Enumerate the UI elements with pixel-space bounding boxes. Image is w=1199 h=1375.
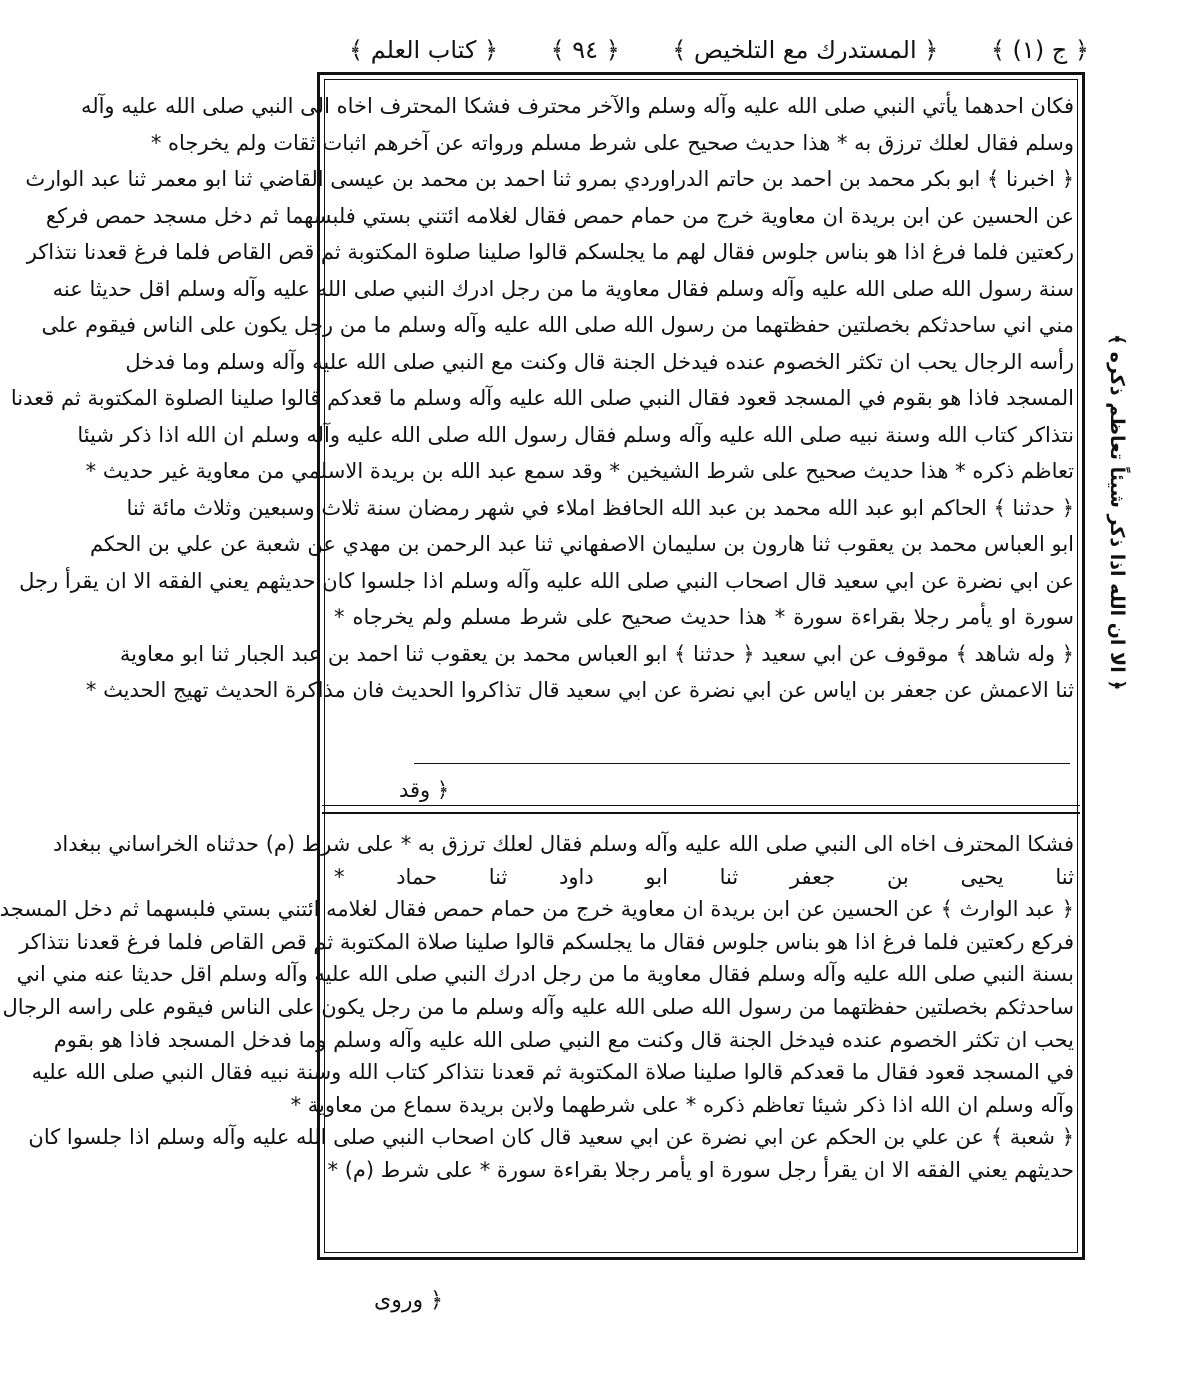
main-line: ﴿ وله شاهد ﴾ موقوف عن ابي سعيد ﴿ حدثنا ﴾ ابو العباس محمد بن يعقوب ثنا احمد بن عبد الجبار ثنا ابو معاوية: [119, 641, 1074, 666]
text-separator: [414, 763, 1070, 764]
main-line: ركعتين فلما فرغ اذا هو بناس جلوس فقال لهم ما يجلسكم قالوا صلينا صلوة المكتوبة ثم قص القاص فلما فرغ قعدنا نتذاكر: [26, 240, 1074, 264]
header-book: ﴿ كتاب العلم ﴾: [349, 36, 499, 64]
running-header: [349, 30, 1089, 70]
footnote-line: فركع ركعتين فلما فرغ اذا هو بناس جلوس فقال ما يجلسكم قالوا صلينا صلاة المكتوبة ثم قص القاص فلما فرغ قعدنا نتذاكر: [19, 929, 1074, 954]
footnote-line: ساحدثكم بخصلتين حفظتهما من رسول الله صلى الله عليه وآله وسلم ما من رجل يكون على الناس فيقوم على راسه الرجال: [2, 994, 1074, 1019]
main-line: عن الحسين عن ابن بريدة ان معاوية خرج من حمام حمص فقال لغلامه ائتني بستي فلبسهما ثم دخل مسجد حمص فركع: [45, 203, 1074, 228]
footnote-text: [0, 828, 1074, 1187]
footnote-divider: [322, 812, 1080, 814]
footnote-line: فشكا المحترف اخاه الى النبي صلى الله عليه وآله وسلم فقال لعلك ترزق به * على شرط (م) حدثناه الخراساني ببغداد: [53, 832, 1074, 856]
footnote-line: في المسجد قعود فقال ما قعدكم قالوا صلينا صلاة المكتوبة ثم قعدنا نتذاكر كتاب الله وسنة نبيه فقال النبي صلى الله عليه: [31, 1060, 1074, 1085]
main-line: نتذاكر كتاب الله وسنة نبيه صلى الله عليه وآله وسلم فقال رسول الله صلى الله عليه وآله وسلم ان الله اذا ذكر شيئا: [77, 422, 1074, 447]
main-line: فكان احدهما يأتي النبي صلى الله عليه وآله وسلم والآخر محترف فشكا المحترف اخاه الى النبي صلى الله عليه وآله: [80, 94, 1074, 118]
main-line: مني اني ساحدثكم بخصلتين حفظتهما من رسول الله صلى الله عليه وآله وسلم ما من رجل يكون على الناس فيقوم على: [41, 313, 1074, 337]
main-text: [10, 88, 1074, 709]
catchword: ﴿ وروى: [374, 1288, 443, 1313]
footnote-line: حديثهم يعني الفقه الا ان يقرأ رجل سورة او يأمر رجلا بقراءة سورة * على شرط (م) *: [327, 1157, 1074, 1182]
footnote-line: ثنا يحيى بن جعفر ثنا ابو داود ثنا حماد *: [334, 864, 1074, 889]
footnote-line: ﴿ شعبة ﴾ عن علي بن الحكم عن ابي نضرة عن ابي سعيد قال كان اصحاب النبي صلى الله عليه وآله وسلم اذا جلسوا كان: [28, 1125, 1074, 1150]
divider-upper: [322, 805, 1080, 806]
main-line: سنة رسول الله صلى الله عليه وآله وسلم فقال معاوية ما من رجل ادرك النبي صلى الله عليه وآله وسلم اقل حديثا عنه: [52, 276, 1074, 301]
main-line: عن ابي نضرة عن ابي سعيد قال اصحاب النبي صلى الله عليه وآله وسلم اذا جلسوا كان حديثهم يعني الفقه الا ان يقرأ رجل: [19, 568, 1074, 593]
main-line: ﴿ حدثنا ﴾ الحاكم ابو عبد الله محمد بن عبد الله الحافظ املاء في شهر رمضان سنة ثلاث وسبعين وثلاث مائة ثنا: [126, 495, 1074, 520]
header-title: ﴿ المستدرك مع التلخيص ﴾: [672, 36, 939, 64]
footnote-line: يحب ان تكثر الخصوم عنده فيدخل الجنة قال وكنت مع النبي صلى الله عليه وآله وسلم وما فدخل المسجد فاذا هو بقوم: [53, 1027, 1074, 1052]
footnote-line: وآله وسلم ان الله اذا ذكر شيئا تعاظم ذكره * على شرطهما ولابن بريدة سماع من معاوية *: [290, 1092, 1074, 1117]
main-line: تعاظم ذكره * هذا حديث صحيح على شرط الشيخين * وقد سمع عبد الله بن بريدة الاسلمي من معاوية غير حديث *: [85, 459, 1074, 483]
margin-note: ﴿ الا ان الله اذا ذكر شيئاً تعاظم ذكره ﴾: [1106, 333, 1128, 690]
main-line: ثنا الاعمش عن جعفر بن اياس عن ابي نضرة عن ابي سعيد قال تذاكروا الحديث فان مذاكرة الحديث تهيج الحديث *: [85, 678, 1074, 702]
main-line: سورة او يأمر رجلا بقراءة سورة * هذا حديث صحيح على شرط مسلم ولم يخرجاه *: [334, 605, 1074, 629]
main-line: وسلم فقال لعلك ترزق به * هذا حديث صحيح على شرط مسلم ورواته عن آخرهم اثبات ثقات ولم يخرجاه *: [150, 130, 1074, 155]
main-line: المسجد فاذا هو بقوم في المسجد قعود فقال النبي صلى الله عليه وآله وسلم ما قعدكم قالوا صلينا الصلوة المكتوبة ثم قعدنا: [10, 386, 1074, 410]
footnote-line: بسنة النبي صلى الله عليه وآله وسلم فقال معاوية ما من رجل ادرك النبي صلى الله عليه وآله وسلم اقل حديثا عنه مني اني: [16, 962, 1074, 987]
header-page-number: ﴿ ٩٤ ﴾: [550, 36, 620, 64]
main-line: ﴿ اخبرنا ﴾ ابو بكر محمد بن احمد بن حاتم الدراوردي بمرو ثنا احمد بن محمد بن عيسى القاضي ثنا ابو معمر ثنا عبد الوارث: [25, 167, 1074, 191]
footnote-line: ﴿ عبد الوارث ﴾ عن الحسين عن ابن بريدة ان معاوية خرج من حمام حمص فقال لغلامه ائتني بستي فلبسهما ثم دخل المسجد: [0, 897, 1074, 922]
main-line: رأسه الرجال يحب ان تكثر الخصوم عنده فيدخل الجنة قال وكنت مع النبي صلى الله عليه وآله وسلم وما فدخل: [125, 349, 1074, 374]
main-line: ابو العباس محمد بن يعقوب ثنا هارون بن سليمان الاصفهاني ثنا عبد الرحمن بن مهدي عن شعبة عن علي بن الحكم: [89, 532, 1074, 556]
header-volume: ﴿ ج (١) ﴾: [990, 36, 1089, 64]
continuation-word: ﴿ وقد: [399, 778, 450, 802]
